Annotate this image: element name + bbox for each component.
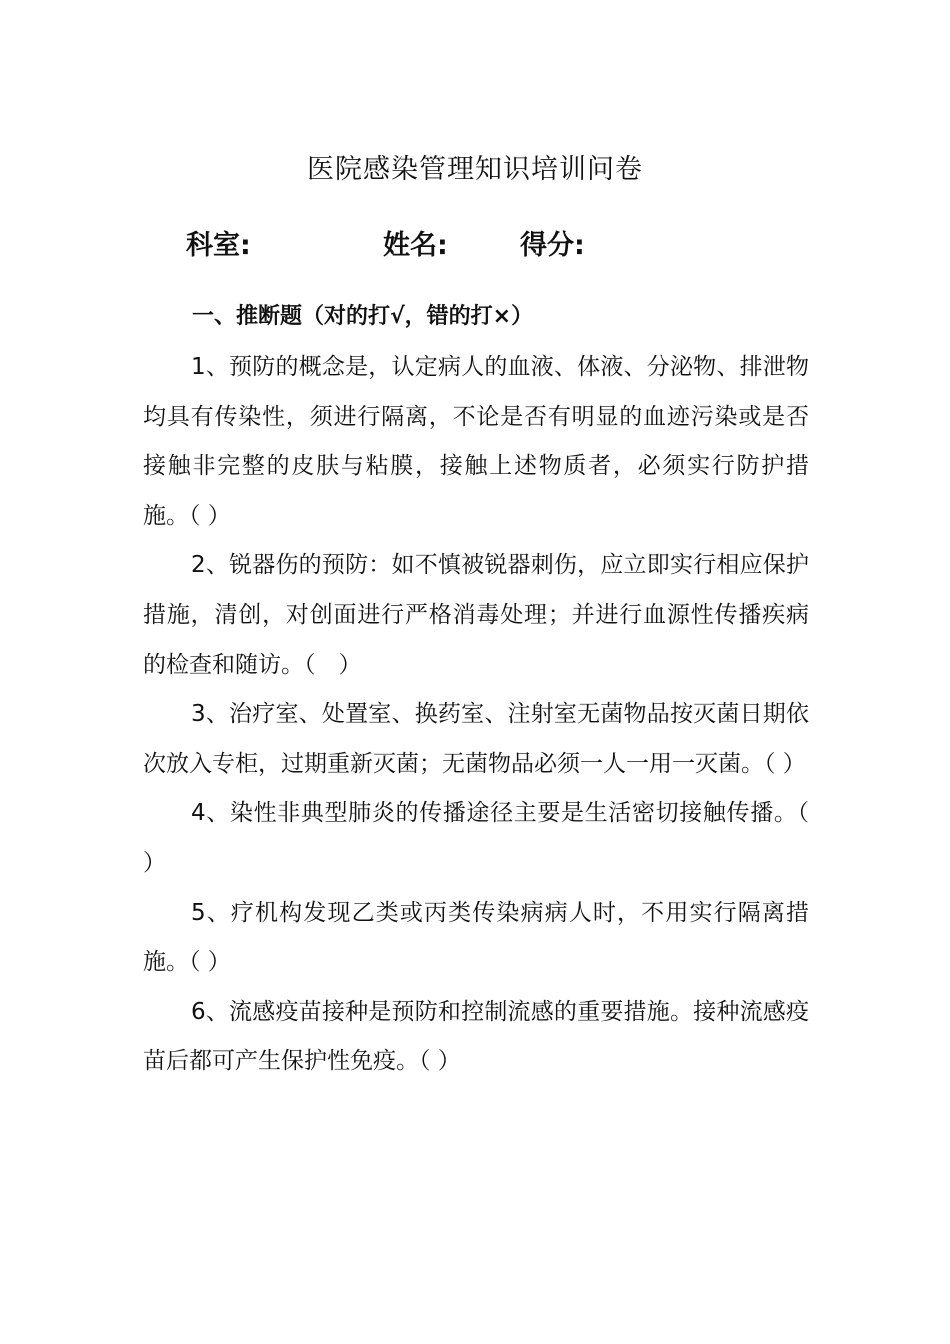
- page-title: 医院感染管理知识培训问卷: [307, 154, 643, 185]
- question-4: 4、染性非典型肺炎的传播途径主要是生活密切接触传播。（ ）: [143, 800, 809, 876]
- section-heading: 一、推断题（对的打√，错的打×）: [192, 304, 534, 329]
- name-label: 姓名:: [383, 230, 448, 261]
- question-2: 2、锐器伤的预防：如不慎被锐器刺伤，应立即实行相应保护措施，清创，对创面进行严格消毒处理；并进行血源性传播疾病的检查和随访。（ ）: [143, 552, 809, 678]
- question-3: 3、治疗室、处置室、换药室、注射室无菌物品按灭菌日期依次放入专柜，过期重新灭菌；无菌物品必须一人一用一灭菌。（ ）: [143, 701, 809, 777]
- question-6: 6、流感疫苗接种是预防和控制流感的重要措施。接种流感疫苗后都可产生保护性免疫。（ ）: [143, 998, 809, 1075]
- question-1: 1、预防的概念是，认定病人的血液、体液、分泌物、排泄物均具有传染性，须进行隔离，不论是否有明显的血迹污染或是否接触非完整的皮肤与粘膜，接触上述物质者，必须实行防护措施。（ ）: [143, 354, 809, 529]
- department-label: 科室:: [186, 230, 251, 261]
- question-list: [143, 343, 809, 1087]
- score-label: 得分:: [520, 230, 585, 261]
- question-5: 5、疗机构发现乙类或丙类传染病病人时，不用实行隔离措施。（ ）: [143, 899, 809, 976]
